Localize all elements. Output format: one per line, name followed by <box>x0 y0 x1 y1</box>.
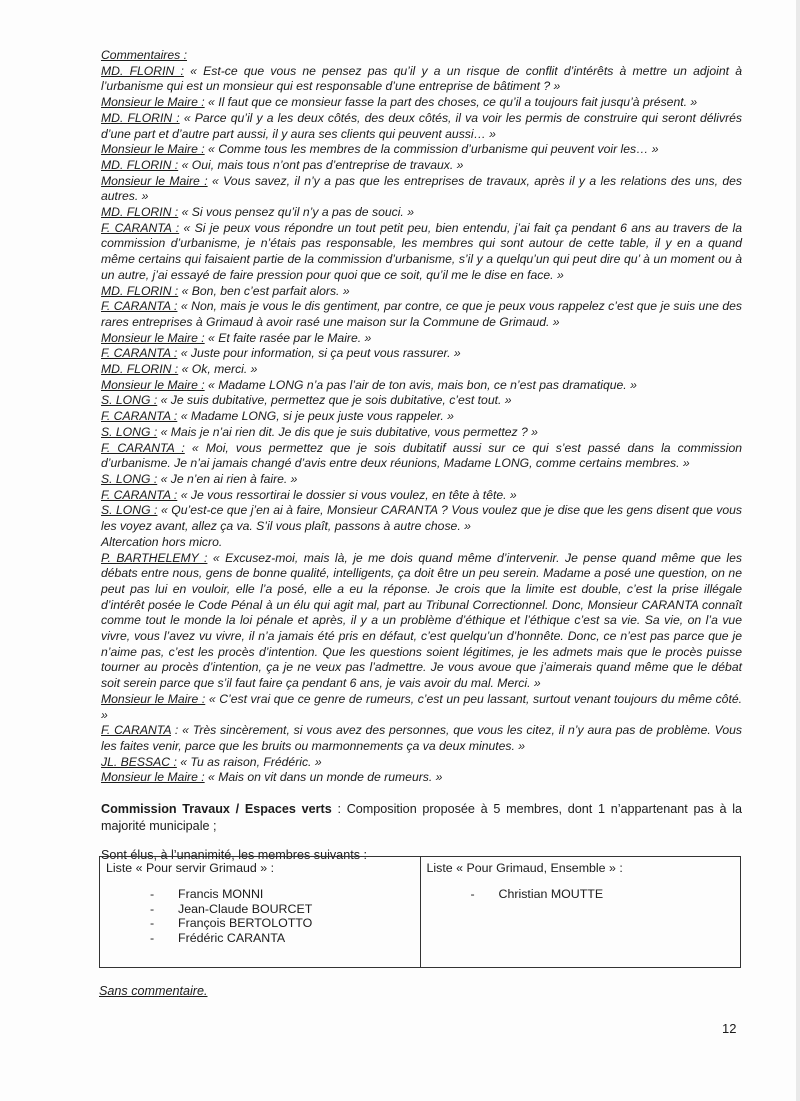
page-content <box>101 48 742 864</box>
speech-text: « Vous savez, il n’y a pas que les entreprises de travaux, après il y a les relations des uns, des autres. » <box>101 173 742 204</box>
speaker-name: Monsieur le Maire : <box>101 142 205 157</box>
speech-text: « Juste pour information, si ça peut vous rassurer. » <box>180 346 461 361</box>
speech-text: « Mais je n’ai rien dit. Je dis que je suis dubitative, vous permettez ? » <box>160 424 538 439</box>
speaker-name: MD. FLORIN : <box>101 63 184 78</box>
dialogue-line <box>101 111 742 142</box>
dialogue-line <box>101 488 742 504</box>
speech-text: « Oui, mais tous n’ont pas d’entreprise de travaux. » <box>181 157 464 172</box>
dialogue-line <box>101 158 742 174</box>
member-list-left <box>106 887 414 945</box>
dialogue-line <box>101 755 742 771</box>
speech-text: « Et faite rasée par le Maire. » <box>208 330 372 345</box>
speech-text: « C’est vrai que ce genre de rumeurs, c’est un peu lassant, surtout venant toujours du même côté. » <box>101 691 742 722</box>
speech-text: « Comme tous les membres de la commission d’urbanisme qui peuvent voir les… » <box>208 142 659 157</box>
commission-text: : Composition proposée à 5 membres, dont 1 n’appartenant pas à la majorité municipale ; <box>101 802 742 834</box>
dialogue-line <box>101 723 742 754</box>
speaker-name: F. CARANTA : <box>101 299 178 314</box>
list-cell-right <box>420 857 741 968</box>
speech-text: « Qu’est-ce que j’en ai à faire, Monsieur CARANTA ? Vous voulez que je dise que les gens disent que vous les voyez avant, allez ça va. S’il vous plaît, passons à autre chose. » <box>101 503 742 534</box>
speech-text: « Est-ce que vous ne pensez pas qu’il y a un risque de conflit d’intérêts à mettre un adjoint à l’urbanisme qui est un monsieur qui est responsable d’une entreprise de bâtiment ? » <box>101 63 742 94</box>
speech-text: « Moi, vous permettez que je sois dubitatif aussi sur ce qui s’est passé dans la commission d’urbanisme. Je n’ai jamais changé d’avis entre deux réunions, Madame LONG, comme certains membres. » <box>101 440 743 471</box>
dialogue-line <box>101 221 742 284</box>
speaker-name: JL. BESSAC : <box>101 754 177 769</box>
speech-text: « Il faut que ce monsieur fasse la part des choses, ce qu’il a toujours fait jusqu’à présent. » <box>208 95 698 110</box>
speaker-name: F. CARANTA : <box>101 409 178 424</box>
comments-heading: Commentaires : <box>101 48 188 62</box>
speaker-name: P. BARTHELEMY : <box>101 550 208 565</box>
speech-text: « Parce qu’il y a les deux côtés, des deux côtés, il va voir les permis de construire qui seront délivrés d’une part et d’autre part aussi, il y aura ses clients qui peuvent aussi… » <box>101 110 742 141</box>
speech-text: « Mais on vit dans un monde de rumeurs. » <box>208 770 443 785</box>
dialogue-line <box>101 770 742 786</box>
dialogue-line <box>101 503 742 534</box>
speaker-name: Monsieur le Maire : <box>101 377 205 392</box>
dialogue-line <box>101 378 742 394</box>
speaker-name: Monsieur le Maire : <box>101 330 205 345</box>
speaker-name: F. CARANTA : <box>101 346 178 361</box>
page-edge-shadow <box>796 0 800 1101</box>
speaker-name: F. CARANTA <box>101 723 171 738</box>
members-table <box>99 856 741 968</box>
member-item: - Jean-Claude BOURCET <box>150 902 414 917</box>
list-title-right: Liste « Pour Grimaud, Ensemble » : <box>426 861 623 875</box>
speech-text: « Si je peux vous répondre un tout petit peu, bien entendu, j’ai fait ça pendant 6 ans au travers de la commission d’urbanisme, je n’étais pas responsable, les membres qui sont autour de cette table, il y en a quand même certains qui faisaient partie de la commission d’urbanisme, s’il y a quelqu’un qui peut dire qu’ à un moment ou à un autre, j’ai essayé de faire pression pour quoi que ce soit, qu’il me le dise en face. » <box>101 220 743 282</box>
dialogue-transcript <box>101 64 742 786</box>
commission-title: Commission Travaux / Espaces verts <box>101 802 332 817</box>
speaker-name: MD. FLORIN : <box>101 157 179 172</box>
speaker-name: F. CARANTA : <box>101 487 178 502</box>
speaker-name: MD. FLORIN : <box>101 110 180 125</box>
speech-text: « Je n’en ai rien à faire. » <box>160 471 298 486</box>
speech-text: « Madame LONG, si je peux juste vous rappeler. » <box>180 409 454 424</box>
list-title-left: Liste « Pour servir Grimaud » : <box>106 861 275 875</box>
speaker-name: Monsieur le Maire : <box>101 770 205 785</box>
dialogue-line <box>101 441 742 472</box>
dialogue-line <box>101 331 742 347</box>
dialogue-line <box>101 425 742 441</box>
speaker-name: Monsieur le Maire : <box>101 173 208 188</box>
speech-text: « Je vous ressortirai le dossier si vous voulez, en tête à tête. » <box>180 487 517 502</box>
commission-paragraph <box>101 801 742 835</box>
dialogue-line <box>101 551 742 692</box>
speaker-name: S. LONG : <box>101 393 158 408</box>
closing-note: Sans commentaire. <box>99 984 208 998</box>
elected-intro: Sont élus, à l’unanimité, les membres suivants : <box>101 848 367 863</box>
speaker-name: Monsieur le Maire : <box>101 95 205 110</box>
dialogue-line <box>101 409 742 425</box>
speaker-name: MD. FLORIN : <box>101 362 179 377</box>
dialogue-line <box>101 472 742 488</box>
speech-text: Altercation hors micro. <box>101 534 223 549</box>
dialogue-line <box>101 299 742 330</box>
speech-text: « Je suis dubitative, permettez que je sois dubitative, c’est tout. » <box>160 393 512 408</box>
dialogue-line <box>101 284 742 300</box>
speech-text: « Si vous pensez qu’il n’y a pas de souci. » <box>181 205 414 220</box>
speech-text: « Ok, merci. » <box>181 362 258 377</box>
speech-text: « Tu as raison, Frédéric. » <box>180 754 322 769</box>
member-item: - Francis MONNI <box>150 887 414 902</box>
dialogue-line <box>101 362 742 378</box>
speech-text: « Excusez-moi, mais là, je me dois quand même d’intervenir. Je pense quand même que les débats entre nous, gens de bonne qualité, intelligents, ça doit être un peu serein. Madame a posé une question, on ne peut pas lui en vouloir, elle l’a posé, elle a eu la réponse. Je crois que la limite est double, c’est la prise illégale d’intérêt posée le Code Pénal à un élu qui agit mal, part au Tribunal Correctionnel. Donc, Monsieur CARANTA connaît comme tout le monde la loi pénale et après, il y a un problème d’éthique et l’éthique c’est sa vie. Sa vie, on l’a vue vivre, vous l’avez vu vivre, il n’a jamais été pris en défaut, c’est quelqu’un d’honnête. Donc, ce n’est pas parce que je n’aime pas, c’est les procès d’intention. Que les questions soient légitimes, je les admets mais que le procès puisse tourner au procès d’intention, ça je ne veux pas l’admettre. Je vous avoue que j’aimerais quand même que le débat soit serein parce que s’il faut faire ça pendant 6 ans, je vais avoir du mal. Merci. » <box>101 550 742 691</box>
page-number: 12 <box>722 1021 737 1036</box>
dialogue-line <box>101 346 742 362</box>
speaker-name: F. CARANTA : <box>101 220 180 235</box>
speaker-name: S. LONG : <box>101 424 158 439</box>
dialogue-line <box>101 692 742 723</box>
member-item: - Frédéric CARANTA <box>150 931 414 946</box>
speech-text: « Non, mais je vous le dis gentiment, par contre, ce que je peux vous rappelez c’est que je suis une des rares entreprises à Grimaud à avoir rasé une maison sur la Commune de Grimaud. » <box>101 299 742 329</box>
dialogue-line <box>101 142 742 158</box>
speaker-name: MD. FLORIN : <box>101 205 179 220</box>
dialogue-line <box>101 535 742 551</box>
dialogue-line <box>101 393 742 409</box>
speaker-name: Monsieur le Maire : <box>101 691 206 706</box>
speech-text: « Madame LONG n’a pas l’air de ton avis, mais bon, ce n’est pas dramatique. » <box>208 377 637 392</box>
dialogue-line <box>101 205 742 221</box>
speech-text: « Bon, ben c’est parfait alors. » <box>181 283 350 298</box>
dialogue-line <box>101 64 742 95</box>
member-item: - Christian MOUTTE <box>471 887 735 902</box>
list-cell-left <box>100 857 421 968</box>
speaker-name: F. CARANTA : <box>101 440 185 455</box>
speaker-name: MD. FLORIN : <box>101 283 179 298</box>
dialogue-line <box>101 95 742 111</box>
member-list-right <box>427 887 735 902</box>
member-item: - François BERTOLOTTO <box>150 916 414 931</box>
speech-text: : « Très sincèrement, si vous avez des personnes, que vous les citez, il n’y aura pas de problème. Vous les faites venir, parce que les bruits ou marmonnements ça va deux minutes. » <box>101 723 742 753</box>
speaker-name: S. LONG : <box>101 471 158 486</box>
speaker-name: S. LONG : <box>101 503 158 518</box>
dialogue-line <box>101 174 742 205</box>
